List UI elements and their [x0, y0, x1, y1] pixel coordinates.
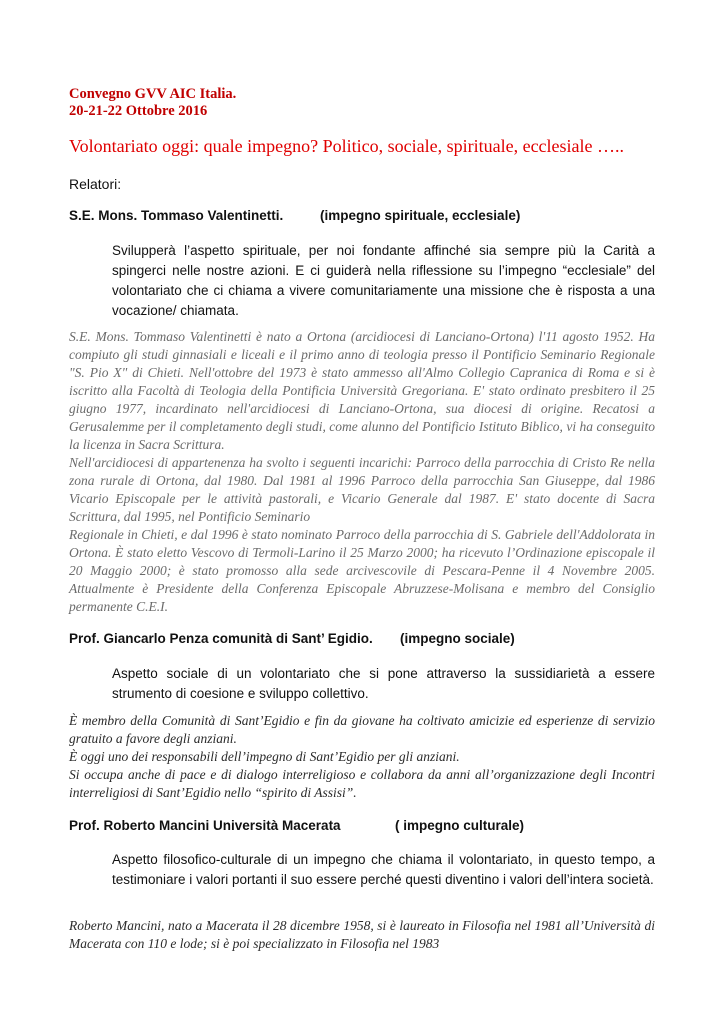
speaker-heading [69, 631, 515, 646]
speaker-focus: ( impegno culturale) [395, 818, 525, 833]
conference-name: Convegno GVV AIC Italia. [69, 86, 237, 102]
conference-dates: 20-21-22 Ottobre 2016 [69, 103, 208, 119]
speaker-summary: Aspetto sociale di un volontariato che si pone attraverso la sussidiarietà a essere strumento di coesione e sviluppo collettivo. [112, 666, 655, 701]
speaker-summary: Svilupperà l’aspetto spirituale, per noi fondante affinché sia sempre più la Carità a spingerci nelle nostre azioni. E ci guiderà nella riflessione su l’impegno “ecclesiale” del volontariato che ci chiama a vivere comunitariamente una missione che è risposta a una vocazione/ chiamata. [112, 243, 655, 318]
speakers-label: Relatori: [69, 176, 122, 192]
speaker-name: Prof. Roberto Mancini Università Macerata [69, 818, 341, 833]
speaker-name: Prof. Giancarlo Penza comunità di Sant’ Egidio. [69, 631, 373, 646]
speaker-bio [69, 712, 655, 802]
speaker-heading [69, 208, 521, 223]
bio-paragraph: Si occupa anche di pace e di dialogo interreligioso e collabora da anni all’organizzazione degli Incontri interreligiosi di Sant’Egidio nello “spirito di Assisi”. [69, 767, 655, 800]
speaker-bio [69, 917, 655, 953]
bio-paragraph: È membro della Comunità di Sant’Egidio e fin da giovane ha coltivato amicizie ed esperienze di servizio gratuito a favore degli anziani. [69, 713, 655, 746]
speaker-focus: (impegno spirituale, ecclesiale) [320, 208, 521, 223]
speaker-focus: (impegno sociale) [400, 631, 515, 646]
speaker-heading [69, 818, 525, 833]
speaker-summary: Aspetto filosofico-culturale di un impegno che chiama il volontariato, in questo tempo, a testimoniare i valori portanti il suo essere perché questi diventino i valori dell’intera società. [112, 852, 655, 887]
speaker-name: S.E. Mons. Tommaso Valentinetti. [69, 208, 284, 223]
bio-paragraph: Roberto Mancini, nato a Macerata il 28 dicembre 1958, si è laureato in Filosofia nel 1981 all’Università di Macerata con 110 e lode; si è poi specializzato in Filosofia nel 1983 [69, 918, 655, 951]
bio-paragraph: Regionale in Chieti, e dal 1996 è stato nominato Parroco della parrocchia di S. Gabriele dell'Addolorata in Ortona. È stato eletto Vescovo di Termoli-Larino il 25 Marzo 2000; ha ricevuto l’Ordinazione episcopale il 20 Maggio 2000; è stato promosso alla sede arcivescovile di Pescara-Penne il 4 Novembre 2005. Attualmente è Presidente della Conferenza Episcopale Abruzzese-Molisana e membro del Consiglio permanente C.E.I. [69, 527, 655, 614]
bio-paragraph: È oggi uno dei responsabili dell’impegno di Sant’Egidio per gli anziani. [69, 749, 460, 764]
bio-paragraph: Nell'arcidiocesi di appartenenza ha svolto i seguenti incarichi: Parroco della parrocchia di Cristo Re nella zona rurale di Ortona, dal 1980. Dal 1981 al 1996 Parroco della parrocchia San Giuseppe, dal 1986 Vicario Episcopale per le attività pastorali, e Vicario Generale dal 1987. E' stato docente di Sacra Scrittura, dal 1995, nel Pontificio Seminario [69, 455, 655, 524]
bio-paragraph: S.E. Mons. Tommaso Valentinetti è nato a Ortona (arcidiocesi di Lanciano-Ortona) l'11 agosto 1952. Ha compiuto gli studi ginnasiali e liceali e il primo anno di teologia presso il Pontificio Seminario Regionale "S. Pio X" di Chieti. Nell'ottobre del 1973 è stato ammesso all'Almo Collegio Capranica di Roma e si è iscritto alla Facoltà di Teologia della Pontificia Università Gregoriana. E' stato ordinato presbitero il 25 giugno 1977, incardinato nell'arcidiocesi di Lanciano-Ortona, sua diocesi di origine. Recatosi a Gerusalemme per il completamento degli studi, come alunno del Pontificio Istituto Biblico, vi ha conseguito la licenza in Sacra Scrittura. [69, 329, 655, 452]
speaker-bio [69, 328, 655, 616]
document-title: Volontariato oggi: quale impegno? Politico, sociale, spirituale, ecclesiale ….. [69, 136, 625, 156]
